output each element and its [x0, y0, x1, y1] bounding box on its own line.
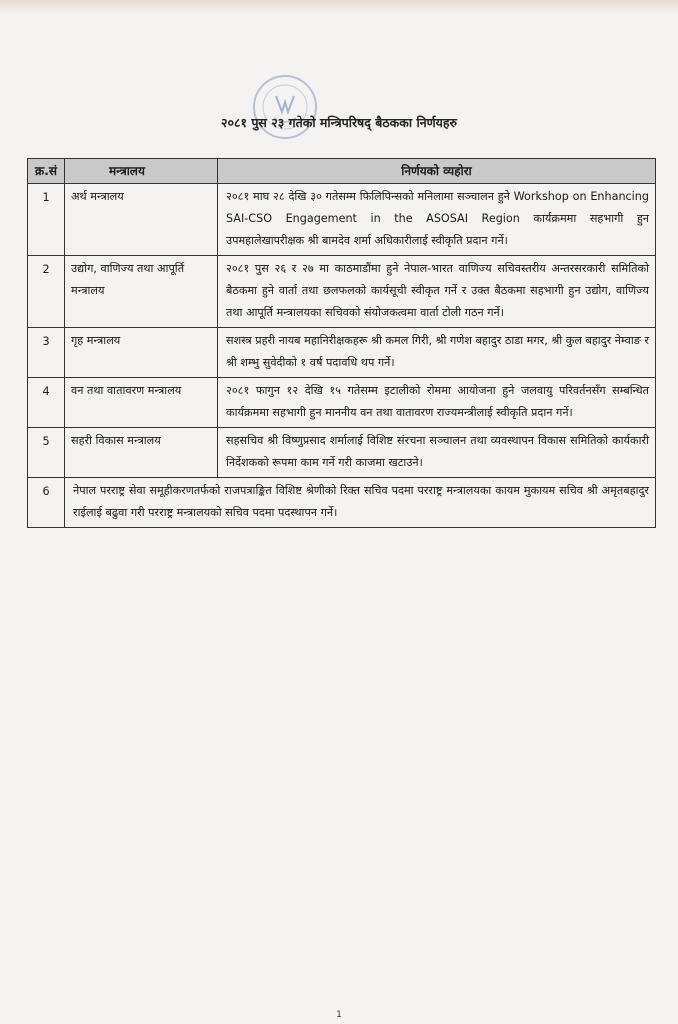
decisions-table: [27, 158, 656, 528]
table-row-merged: [28, 478, 656, 528]
row-ministry: अर्थ मन्त्रालय: [65, 184, 218, 256]
row-serial-number: 2: [28, 256, 65, 328]
table-row: [28, 428, 656, 478]
table-row: [28, 184, 656, 256]
table-row: [28, 378, 656, 428]
row-ministry: गृह मन्त्रालय: [65, 328, 218, 378]
header-ministry: मन्त्रालय: [65, 159, 218, 184]
row-decision: सहसचिव श्री विष्णुप्रसाद शर्मालाई विशिष्ट संरचना सञ्चालन तथा व्यवस्थापन विकास समितिको कार्यकारी निर्देशकको रूपमा काम गर्ने गरी काजमा खटाउने।: [218, 428, 656, 478]
row-decision: २०८१ पुस २६ र २७ मा काठमाडौंमा हुने नेपाल-भारत वाणिज्य सचिवस्तरीय अन्तरसरकारी समितिको बैठकमा हुने वार्ता तथा छलफलको कार्यसूची स्वीकृत गर्ने र उक्त बैठकमा सहभागी हुन उद्योग, वाणिज्य तथा आपूर्ति मन्त्रालयका सचिवको संयोजकत्वमा वार्ता टोली गठन गर्ने।: [218, 256, 656, 328]
table-row: [28, 256, 656, 328]
header-decision: निर्णयको व्यहोरा: [218, 159, 656, 184]
row-ministry: वन तथा वातावरण मन्त्रालय: [65, 378, 218, 428]
row-decision: २०८१ फागुन १२ देखि १५ गतेसम्म इटालीको रोममा आयोजना हुने जलवायु परिवर्तनसँग सम्बन्धित कार्यक्रममा सहभागी हुन माननीय वन तथा वातावरण राज्यमन्त्रीलाई स्वीकृति प्रदान गर्ने।: [218, 378, 656, 428]
row-ministry: सहरी विकास मन्त्रालय: [65, 428, 218, 478]
row-ministry: उद्योग, वाणिज्य तथा आपूर्ति मन्त्रालय: [65, 256, 218, 328]
row-decision: सशस्त्र प्रहरी नायब महानिरीक्षकहरू श्री कमल गिरी, श्री गणेश बहादुर ठाडा मगर, श्री कुल बहादुर नेम्वाङ र श्री शम्भु सुवेदीको १ वर्ष पदावधि थप गर्ने।: [218, 328, 656, 378]
table-header-row: [28, 159, 656, 184]
row-serial-number: 1: [28, 184, 65, 256]
row-decision-merged: नेपाल परराष्ट्र सेवा समूहीकरणतर्फको राजपत्राङ्कित विशिष्ट श्रेणीको रिक्त सचिव पदमा परराष्ट्र मन्त्रालयका कायम मुकायम सचिव श्री अमृतबहादुर राईलाई बढुवा गरी परराष्ट्र मन्त्रालयको सचिव पदमा पदस्थापन गर्ने।: [65, 478, 656, 528]
page-number: 1: [336, 1010, 342, 1020]
row-decision: २०८१ माघ २८ देखि ३० गतेसम्म फिलिपिन्सको मनिलामा सञ्चालन हुने Workshop on Enhancing SAI-CSO Engagement in the ASOSAI Region कार्यक्रममा सहभागी हुन उपमहालेखापरीक्षक श्री बामदेव शर्मा अधिकारीलाई स्वीकृति प्रदान गर्ने।: [218, 184, 656, 256]
row-serial-number: 3: [28, 328, 65, 378]
page-top-edge: [0, 0, 678, 14]
row-serial-number: 6: [28, 478, 65, 528]
row-serial-number: 4: [28, 378, 65, 428]
document-title: २०८१ पुस २३ गतेको मन्त्रिपरिषद् बैठकका निर्णयहरु: [220, 115, 458, 130]
row-serial-number: 5: [28, 428, 65, 478]
header-serial-number: क्र.सं: [28, 159, 65, 184]
table-row: [28, 328, 656, 378]
government-seal-emblem: [250, 72, 320, 142]
